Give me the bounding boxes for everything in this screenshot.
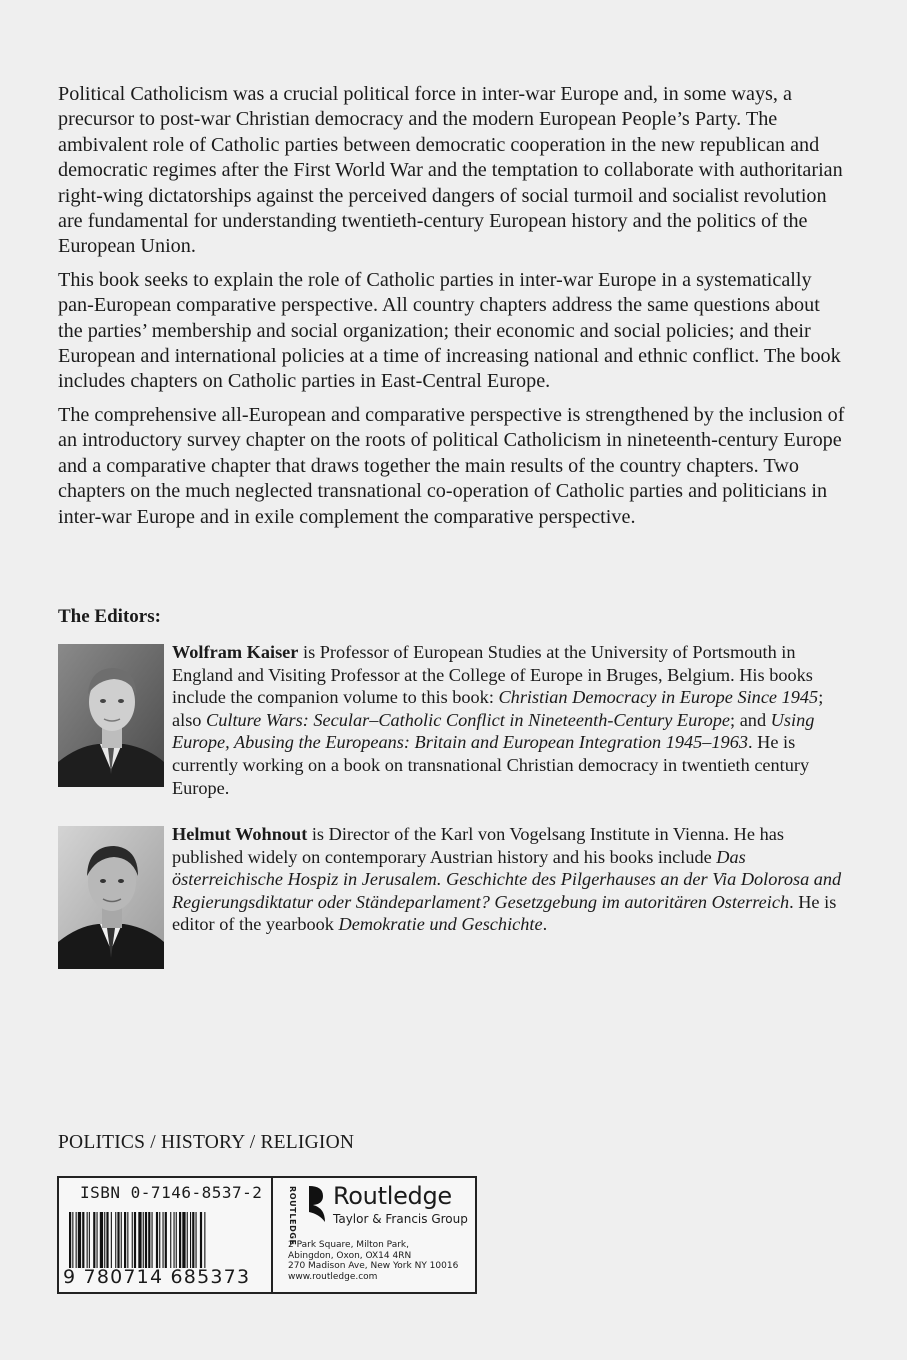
barcode-bar <box>148 1212 150 1268</box>
barcode-bar <box>187 1212 188 1268</box>
barcode-bar <box>93 1212 95 1268</box>
publisher-group: Taylor & Francis Group <box>333 1212 468 1226</box>
barcode-bar <box>134 1212 136 1268</box>
blurb-paragraph: The comprehensive all-European and comparative perspective is strengthened by the inclusion of an introductory survey chapter on the roots of political Catholicism in nineteenth-century Europe and a comparative chapter that draws together the main results of the country chapters. Two chapters on the much neglected transnational co-operation of Catholic parties and politicians in inter-war Europe and in exile complement the comparative perspective. <box>58 403 845 528</box>
book-title: Culture Wars: Secular–Catholic Conflict in Nineteenth-Century Europe <box>206 709 731 730</box>
barcode-bar <box>176 1212 177 1268</box>
barcode-graphic <box>67 1212 265 1268</box>
barcode-bar <box>165 1212 167 1268</box>
book-title: Using Europe, Abusing the Europeans: Britain and European Integration 1945–1963 <box>172 709 815 753</box>
editor-name: Wolfram Kaiser <box>172 642 299 662</box>
barcode-panel <box>59 1178 273 1292</box>
barcode-bar <box>69 1212 71 1268</box>
editor-bio-kaiser: Wolfram Kaiser is Professor of European Studies at the University of Portsmouth in England and Visiting Professor at the College of Europe in Bruges, Belgium. His books include the companion volume to this book: Christian Democracy in Europe Since 1945; also Culture Wars: Secular–Catholic Conflict in Nineteenth-Century Europe; and Using Europe, Abusing the Europeans: Britain and European Integration 1945–1963. He is currently working on a book on transnational Christian democracy in twentieth century Europe. <box>172 642 824 798</box>
barcode-digits: 9 780714 685373 <box>63 1266 251 1288</box>
barcode-bar <box>89 1212 90 1268</box>
barcode-bar <box>179 1212 181 1268</box>
barcode-bar <box>115 1212 116 1268</box>
back-cover-blurb <box>58 82 848 538</box>
barcode-bar <box>204 1212 205 1268</box>
book-title: Christian Democracy in Europe Since 1945 <box>498 687 819 708</box>
barcode-bar <box>156 1212 158 1268</box>
barcode-bar <box>111 1212 112 1268</box>
barcode-bar <box>138 1212 141 1268</box>
publisher-vertical-wordmark: ROUTLEDGE <box>288 1186 297 1246</box>
barcode-bar <box>170 1212 171 1268</box>
barcode-bar <box>127 1212 128 1268</box>
editor-bio-wohnout: Helmut Wohnout is Director of the Karl von Vogelsang Institute in Vienna. He has published widely on contemporary Austrian history and his books include Das österreichische Hospiz in Jerusalem. Geschichte des Pilgerhauses an der Via Dolorosa and Regierungsdiktatur oder Ständeparlament? Gesetzgebung im autoritären Osterreich. He is editor of the yearbook Demokratie und Geschichte. <box>172 824 842 935</box>
barcode-bar <box>196 1212 197 1268</box>
barcode-bar <box>174 1212 175 1268</box>
barcode-bar <box>124 1212 126 1268</box>
barcode-bar <box>82 1212 84 1268</box>
publisher-address: 2 Park Square, Milton Park, Abingdon, Oxon, OX14 4RN 270 Madison Ave, New York NY 10016 www.routledge.com <box>288 1240 459 1282</box>
blurb-paragraph: Political Catholicism was a crucial political force in inter-war Europe and, in some ways, a precursor to post-war Christian democracy and the modern European People’s Party. The ambivalent role of Catholic parties between democratic cooperation in the new republican and democratic regimes after the First World War and the temptation to collaborate with authoritarian right-wing dictatorships against the perceived dangers of social turmoil and socialist revolution are fundamental for understanding twentieth-century European history and the politics of the European Union. <box>58 83 843 258</box>
editors-heading: The Editors: <box>58 606 161 627</box>
barcode-bar <box>190 1212 191 1268</box>
barcode-bar <box>143 1212 144 1268</box>
editor-photo-kaiser <box>58 644 164 787</box>
barcode-bar <box>106 1212 108 1268</box>
barcode-bar <box>104 1212 105 1268</box>
barcode-bar <box>159 1212 160 1268</box>
isbn-label: ISBN 0-7146-8537-2 <box>80 1183 263 1202</box>
publisher-name: Routledge <box>333 1182 452 1210</box>
barcode-bar <box>200 1212 202 1268</box>
barcode-bar <box>78 1212 81 1268</box>
barcode-bar <box>163 1212 164 1268</box>
book-title: Demokratie und Geschichte <box>338 914 543 935</box>
barcode-bar <box>72 1212 73 1268</box>
editor-name: Helmut Wohnout <box>172 824 308 844</box>
barcode-bar <box>76 1212 77 1268</box>
barcode-bar <box>182 1212 185 1268</box>
barcode-bar <box>192 1212 194 1268</box>
blurb-paragraph: This book seeks to explain the role of Catholic parties in inter-war Europe in a systematically pan-European comparative perspective. All country chapters address the same questions about the parties’ membership and social organization; their economic and social policies; and their European and international policies at a time of increasing national and ethnic conflict. The book includes chapters on Catholic parties in East-Central Europe. <box>58 268 841 393</box>
barcode-bar <box>132 1212 133 1268</box>
publisher-panel <box>275 1178 475 1292</box>
subject-categories: POLITICS / HISTORY / RELIGION <box>58 1132 355 1153</box>
book-title: Das österreichische Hospiz in Jerusalem. Geschichte des Pilgerhauses an der Via Dolorosa and Regierungsdiktatur oder Ständeparlament? Gesetzgebung im autoritären Osterreich <box>172 846 842 912</box>
barcode-bar <box>87 1212 88 1268</box>
editor-photo-wohnout <box>58 826 164 969</box>
barcode-bar <box>152 1212 153 1268</box>
routledge-logo-icon <box>305 1184 329 1226</box>
barcode-bar <box>100 1212 103 1268</box>
barcode-bar <box>145 1212 147 1268</box>
barcode-bar <box>121 1212 122 1268</box>
barcode-bar <box>97 1212 98 1268</box>
barcode-bar <box>117 1212 119 1268</box>
barcode-box <box>57 1176 477 1294</box>
